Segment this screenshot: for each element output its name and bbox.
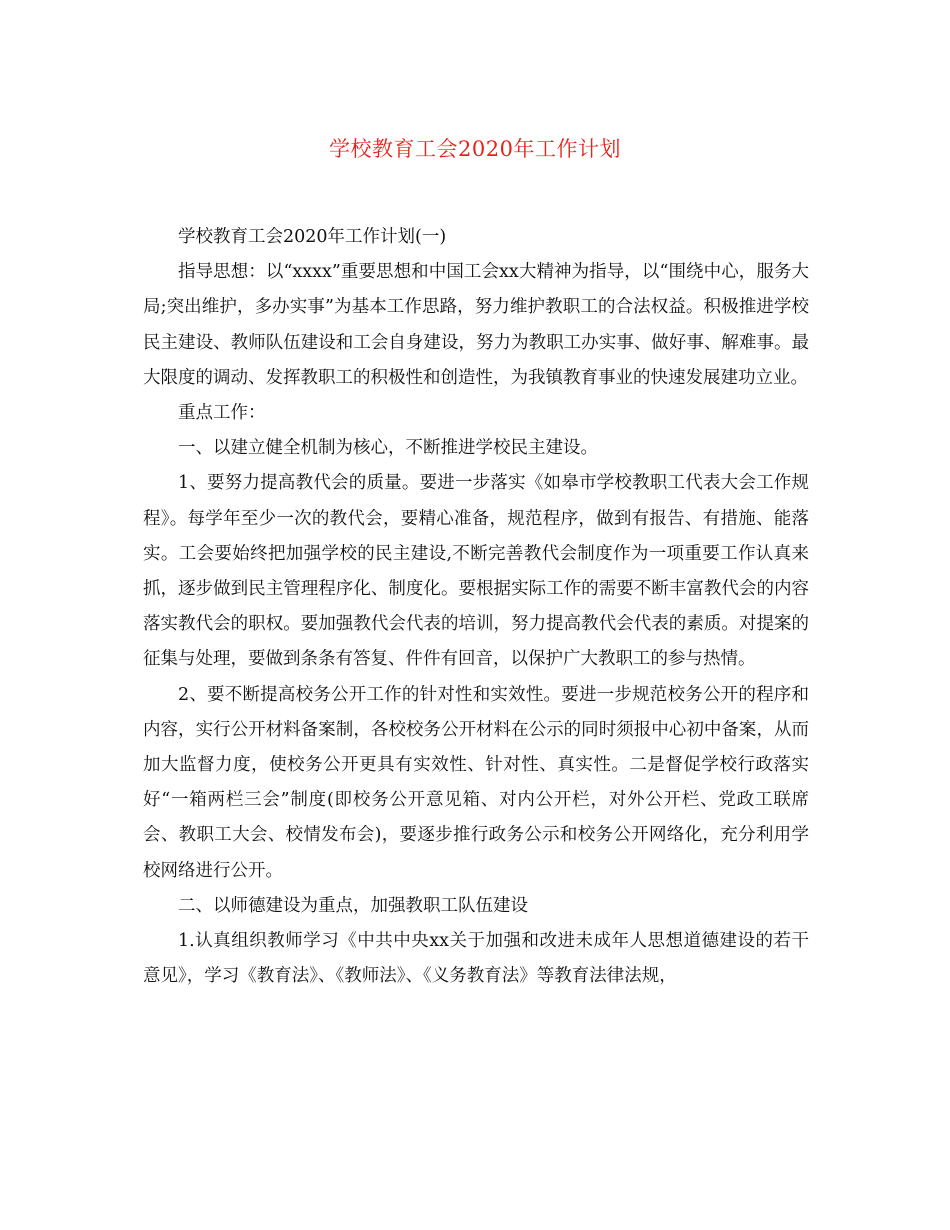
- section-heading-2: 二、以师德建设为重点，加强教职工队伍建设: [178, 895, 528, 916]
- paragraph-item-2-1: 1.认真组织教师学习《中共中央xx关于加强和改进未成年人思想道德建设的若干意见》，学习《教育法》、《教师法》、《义务教育法》等教育法律法规，: [143, 931, 809, 987]
- document-title: 学校教育工会2020年工作计划: [329, 137, 621, 161]
- paragraph-subtitle: 学校教育工会2020年工作计划(一): [178, 227, 447, 247]
- paragraph-key-work: 重点工作：: [178, 403, 266, 424]
- paragraph-guiding-ideology: 指导思想：以“xxxx”重要思想和中国工会xx大精神为指导，以“围绕中心，服务大局;突出维护，多办实事”为基本工作思路，努力维护教职工的合法权益。积极推进学校民主建设、教师队伍建设和工会自身建设，努力为教职工办实事、做好事、解难事。最大限度的调动、发挥教职工的积极性和创造性，为我镇教育事业的快速发展建功立业。: [143, 262, 809, 388]
- document-body: [143, 220, 809, 994]
- paragraph-item-1-1: 1、要努力提高教代会的质量。要进一步落实《如皋市学校教职工代表大会工作规程》。每学年至少一次的教代会，要精心准备，规范程序，做到有报告、有措施、能落实。工会要始终把加强学校的民主建设,不断完善教代会制度作为一项重要工作认真来抓，逐步做到民主管理程序化、制度化。要根据实际工作的需要不断丰富教代会的内容落实教代会的职权。要加强教代会代表的培训，努力提高教代会代表的素质。对提案的征集与处理，要做到条条有答复、件件有回音，以保护广大教职工的参与热情。: [143, 473, 809, 670]
- paragraph-item-1-2: 2、要不断提高校务公开工作的针对性和实效性。要进一步规范校务公开的程序和内容，实行公开材料备案制，各校校务公开材料在公示的同时须报中心初中备案，从而加大监督力度，使校务公开更具有实效性、针对性、真实性。二是督促学校行政落实好“一箱两栏三会”制度(即校务公开意见箱、对内公开栏，对外公开栏、党政工联席会、教职工大会、校情发布会)，要逐步推行政务公示和校务公开网络化，充分利用学校网络进行公开。: [143, 684, 809, 881]
- section-heading-1: 一、以建立健全机制为核心，不断推进学校民主建设。: [178, 438, 598, 459]
